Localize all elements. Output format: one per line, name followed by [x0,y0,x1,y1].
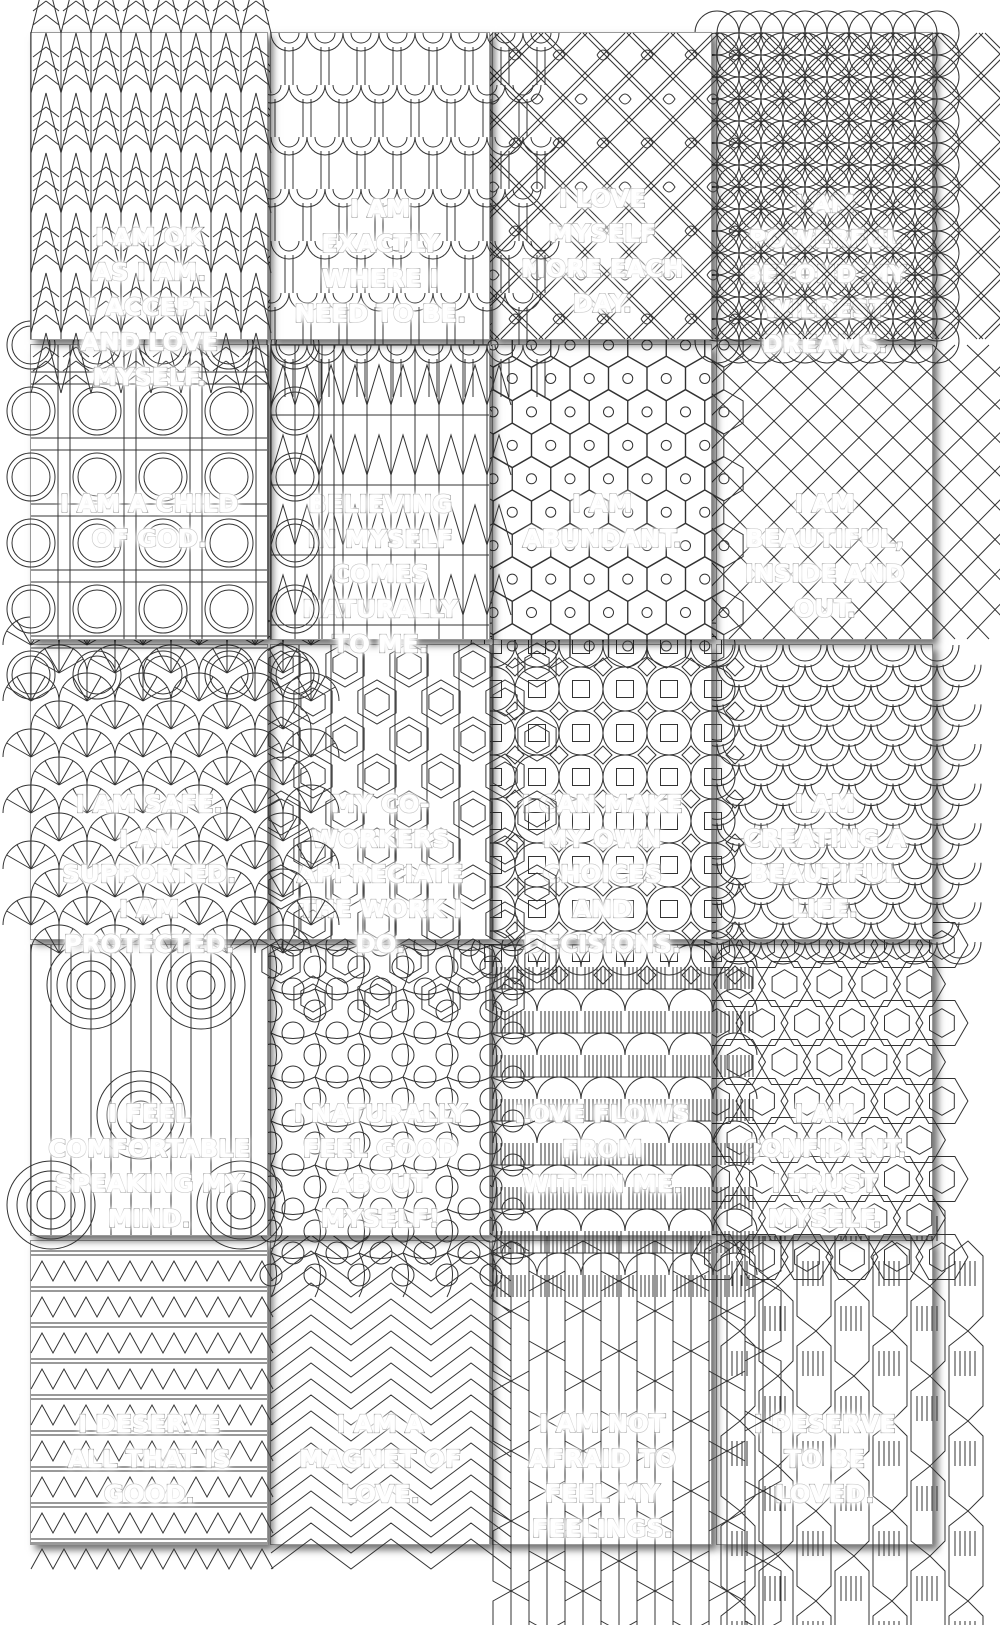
affirmation-text: I AM NOT AFRAID TO FEEL MY FEELINGS. [528,1409,676,1543]
affirmation-text: I DESERVE TO BE LOVED. [753,1409,896,1508]
coloring-page [716,344,933,640]
coloring-page [492,32,712,340]
affirmation-text: MY CO- WORKERS APPRECIATE THE WORK I DO. [296,789,464,958]
affirmation-text: I DESERVE ALL THAT IS GOOD. [67,1409,231,1508]
affirmation-text: I AM SAFE. I AM SUPPORTED. I AM PROTECTED. [62,789,236,958]
coloring-page [492,644,712,958]
affirmation-text: LOVE FLOWS FROM WITHIN ME. [514,1099,690,1198]
affirmation-text: I AM OK AS I AM. I ACCEPT AND LOVE MYSELF. [80,222,218,391]
coloring-page [30,32,268,391]
affirmation-text: I AM BEAUTIFUL, INSIDE AND OUT. [744,489,905,623]
coloring-page [270,944,490,1236]
coloring-page [30,1240,268,1545]
affirmation-text: I AM POWERFUL BEYOND MY WILDEST DREAMS. [742,189,907,358]
affirmation-text: I AM CREATING A BEAUTIFUL LIFE. [743,789,906,923]
affirmation-text: I FEEL COMFORTABLE SPEAKING MY MIND. [48,1099,250,1233]
affirmation-text: I AM ABUNDANT. [522,489,682,553]
affirmation-text: I AM EXACTLY WHERE I NEED TO BE. [294,194,466,328]
affirmation-text: I AM CONFIDENT. I TRUST MYSELF. [742,1099,907,1233]
coloring-page [270,644,490,958]
affirmation-text: I NATURALLY FEEL GOOD ABOUT MYSELF! [293,1099,467,1233]
coloring-page [492,344,712,640]
coloring-page [270,1240,490,1545]
coloring-page [716,644,933,940]
affirmation-text: I AM A MAGNET OF LOVE. [298,1409,462,1508]
coloring-page [270,32,490,340]
affirmation-text: BELIEVING IN MYSELF COMES NATURALLY TO ME. [302,489,458,658]
coloring-page [492,944,712,1236]
affirmation-text: I LOVE MYSELF MORE EACH DAY. [520,184,684,318]
coloring-page [30,944,268,1236]
affirmation-text: I AM A CHILD OF GOD. [59,489,239,553]
affirmation-text: I CAN MAKE MY OWN CHOICES AND DECISIONS. [521,789,683,958]
